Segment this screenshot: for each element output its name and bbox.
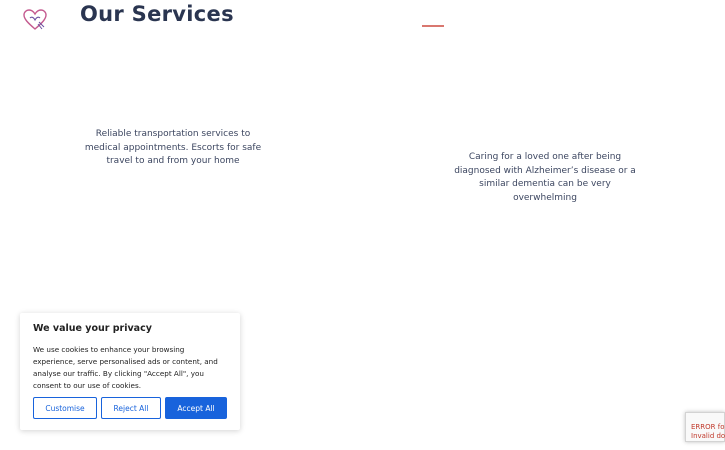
- recaptcha-error-text: ERROR fo: [691, 423, 725, 431]
- reject-all-button[interactable]: Reject All: [101, 397, 161, 419]
- service-description-transportation: Reliable transportation services to medical appointments. Escorts for safe travel to and from your home: [84, 129, 262, 166]
- cookie-banner-buttons: [33, 397, 227, 419]
- cookie-banner-title: We value your privacy: [33, 323, 152, 334]
- cookie-banner-text: We use cookies to enhance your browsing experience, serve personalised ads or content, and analyse our traffic. By clicking "Accept All", you consent to our use of cookies.: [33, 345, 218, 390]
- heart-hand-logo-icon[interactable]: [22, 8, 48, 32]
- customise-button[interactable]: Customise: [33, 397, 97, 419]
- recaptcha-badge[interactable]: [685, 412, 725, 442]
- page-title: Our Services: [80, 2, 234, 26]
- cookie-consent-banner: [20, 313, 240, 430]
- service-description-dementia-care: Caring for a loved one after being diagnosed with Alzheimer’s disease or a similar dementia can be very overwhelming: [454, 152, 636, 203]
- accept-all-button[interactable]: Accept All: [165, 397, 227, 419]
- recaptcha-error-detail: Invalid do: [691, 432, 725, 440]
- heading-accent-line: [422, 25, 444, 27]
